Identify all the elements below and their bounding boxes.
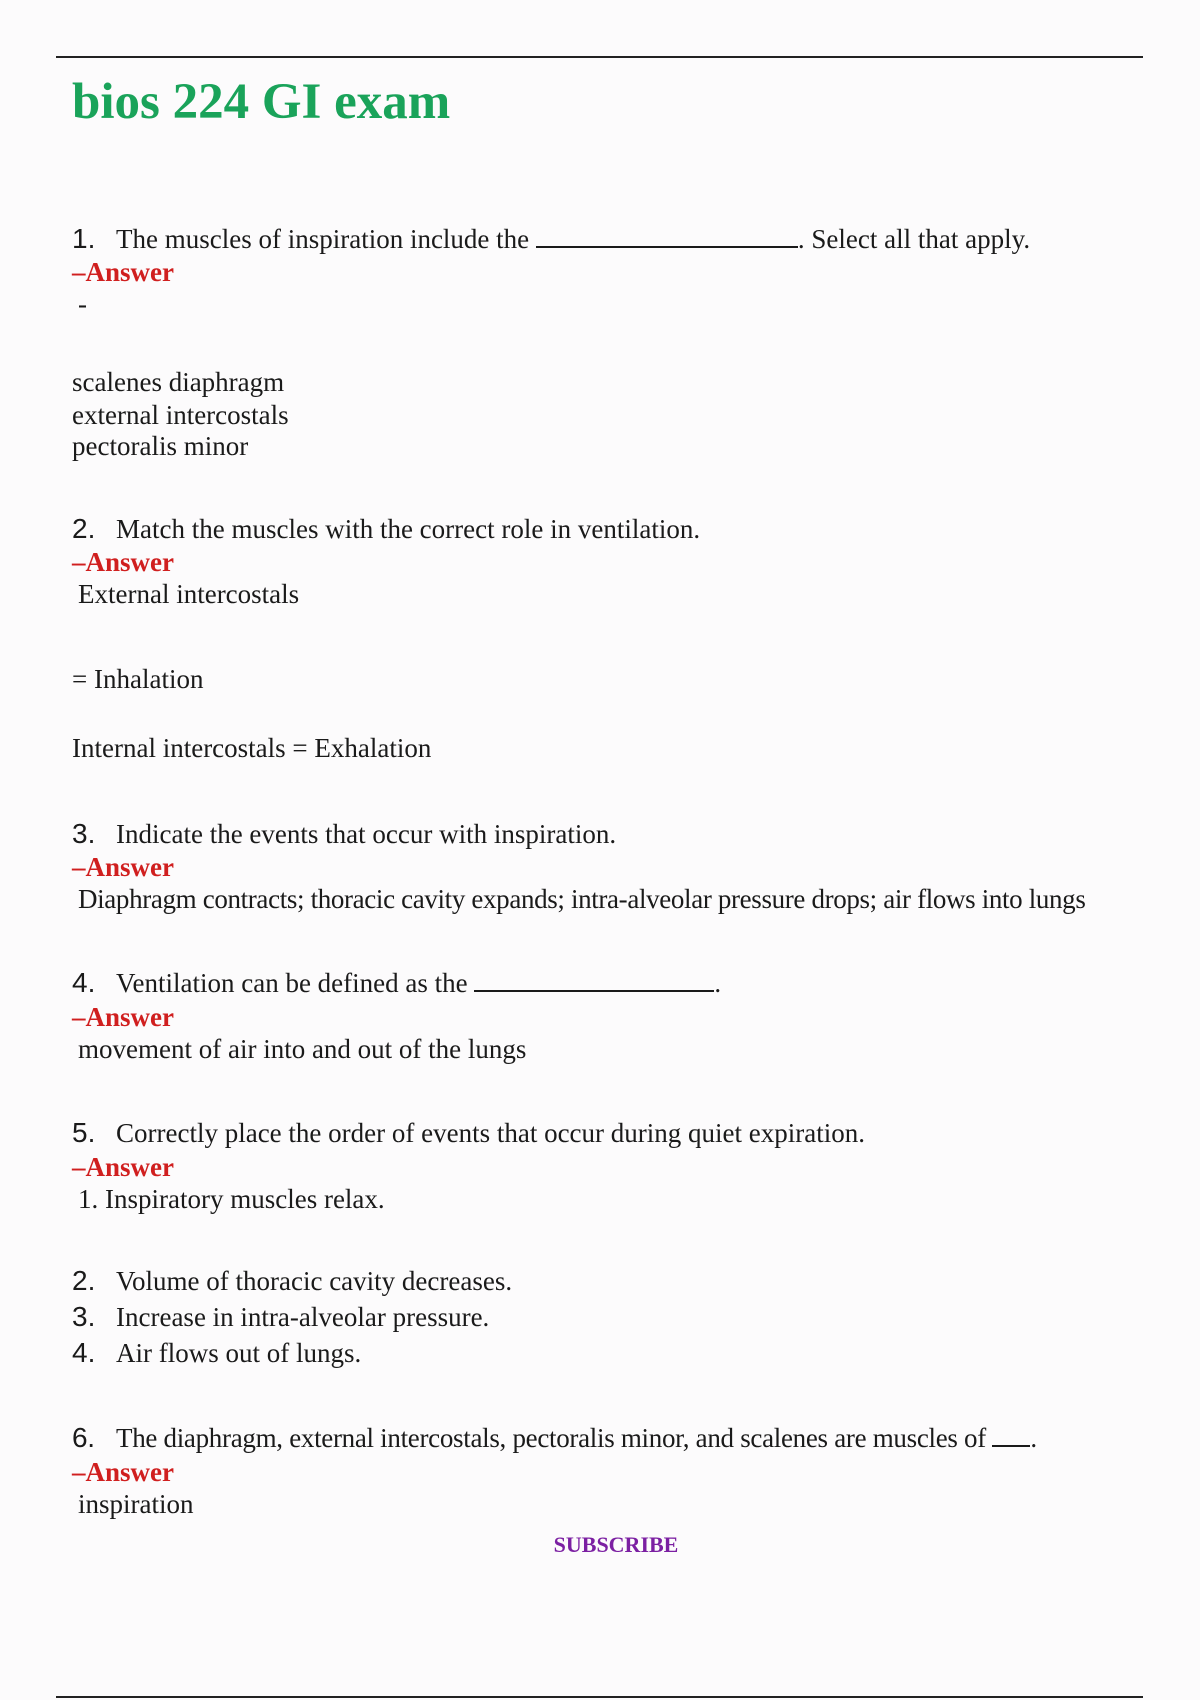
step-item [72,1300,489,1334]
step-number: 4. [72,1337,96,1368]
question-number: 1. [72,223,96,254]
question-6 [72,1421,1037,1455]
answer-line: External intercostals [78,579,300,609]
question-number: 6. [72,1422,95,1453]
step-number: 2. [72,1265,96,1296]
answer-blank [536,224,798,248]
step-text: Air flows out of lungs. [116,1338,362,1368]
answer-line: scalenes diaphragm [72,367,285,397]
answer-label: –Answer [72,257,174,287]
answer-line: movement of air into and out of the lungs [78,1034,527,1064]
question-text-end: . [714,968,722,998]
answer-label: –Answer [72,1152,174,1182]
question-1 [72,222,1030,256]
step-text: Increase in intra-alveolar pressure. [116,1302,490,1332]
question-number: 5. [72,1117,96,1148]
question-text: Indicate the events that occur with inspiration. [116,819,617,849]
question-text: The diaphragm, external intercostals, pectoralis minor, and scalenes are muscles of [116,1423,993,1453]
question-text: Correctly place the order of events that occur during quiet expiration. [116,1118,865,1148]
step-item [72,1336,361,1370]
question-number: 2. [72,513,96,544]
answer-line: pectoralis minor [72,431,249,461]
answer-label: –Answer [72,1002,174,1032]
question-text: Ventilation can be defined as the [116,968,475,998]
answer-line: 1. Inspiratory muscles relax. [78,1184,385,1214]
answer-line: external intercostals [72,400,289,430]
question-5 [72,1116,865,1150]
question-3 [72,817,616,851]
question-2 [72,512,700,546]
question-text-end: . [1030,1423,1037,1453]
answer-blank [474,968,714,992]
top-rule [56,56,1143,58]
answer-blank [992,1423,1030,1447]
step-item [72,1264,512,1298]
question-text: Match the muscles with the correct role in ventilation. [116,514,701,544]
answer-line: Diaphragm contracts; thoracic cavity expands; intra-alveolar pressure drops; air flows into lungs [78,884,1086,914]
step-number: 3. [72,1301,96,1332]
answer-line: inspiration [78,1489,194,1519]
answer-label: –Answer [72,852,174,882]
answer-line: = Inhalation [72,664,204,694]
answer-label: –Answer [72,1457,174,1487]
page-title: bios 224 GI exam [72,74,451,130]
step-text: Volume of thoracic cavity decreases. [116,1266,513,1296]
subscribe-link[interactable]: SUBSCRIBE [553,1532,679,1557]
question-number: 3. [72,818,96,849]
bottom-rule [56,1696,1143,1698]
question-number: 4. [72,967,96,998]
answer-line: - [78,289,87,319]
answer-line: Internal intercostals = Exhalation [72,733,432,763]
question-text: The muscles of inspiration include the [116,224,536,254]
question-4 [72,966,721,1000]
answer-label: –Answer [72,547,174,577]
question-text-end: . Select all that apply. [797,224,1031,254]
